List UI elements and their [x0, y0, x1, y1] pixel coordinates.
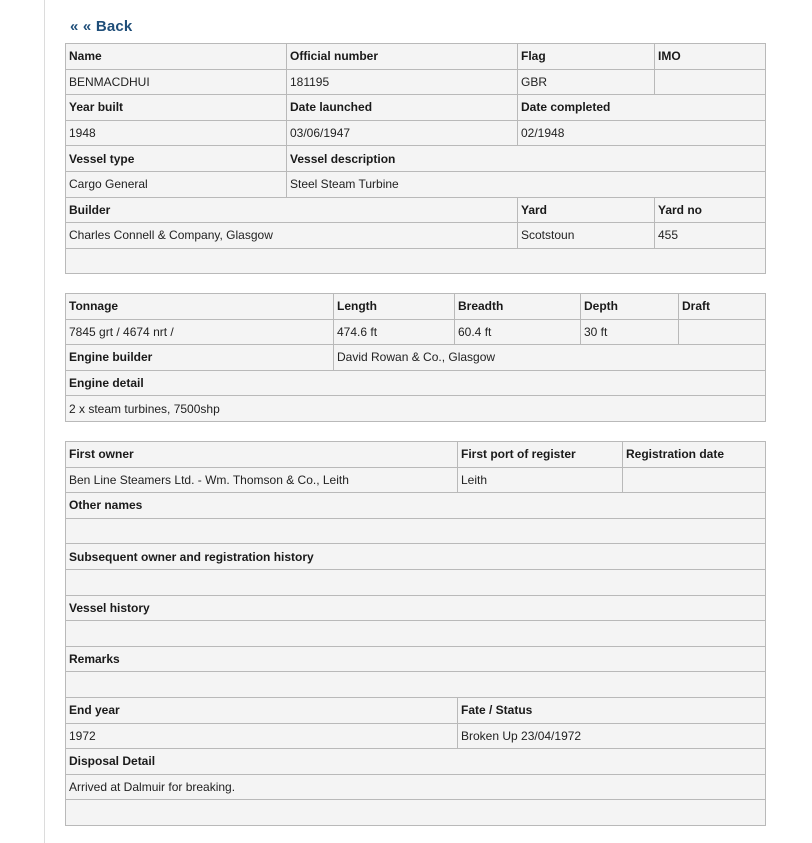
- vessel-type-label: Vessel type: [66, 146, 287, 172]
- dimensions-table: [65, 293, 766, 422]
- fate-status-label: Fate / Status: [458, 697, 766, 723]
- yard-no-label: Yard no: [655, 197, 766, 223]
- yard-no-value: 455: [655, 223, 766, 249]
- imo-value: [655, 69, 766, 95]
- flag-label: Flag: [518, 44, 655, 70]
- vessel-history-label: Vessel history: [66, 595, 766, 621]
- first-owner-label: First owner: [66, 442, 458, 468]
- date-completed-label: Date completed: [518, 95, 766, 121]
- remarks-label: Remarks: [66, 646, 766, 672]
- year-built-label: Year built: [66, 95, 287, 121]
- first-owner-value: Ben Line Steamers Ltd. - Wm. Thomson & Co., Leith: [66, 467, 458, 493]
- other-names-value: [66, 518, 766, 544]
- breadth-label: Breadth: [455, 294, 581, 320]
- date-launched-label: Date launched: [287, 95, 518, 121]
- subsequent-owner-value: [66, 569, 766, 595]
- date-completed-value: 02/1948: [518, 120, 766, 146]
- depth-label: Depth: [581, 294, 679, 320]
- builder-label: Builder: [66, 197, 518, 223]
- draft-label: Draft: [679, 294, 766, 320]
- engine-detail-label: Engine detail: [66, 370, 766, 396]
- tonnage-label: Tonnage: [66, 294, 334, 320]
- year-built-value: 1948: [66, 120, 287, 146]
- disposal-detail-value: Arrived at Dalmuir for breaking.: [66, 774, 766, 800]
- yard-value: Scotstoun: [518, 223, 655, 249]
- vessel-type-value: Cargo General: [66, 171, 287, 197]
- flag-value: GBR: [518, 69, 655, 95]
- page-left-border: [44, 0, 45, 843]
- empty-row: [66, 248, 766, 274]
- imo-label: IMO: [655, 44, 766, 70]
- engine-builder-label: Engine builder: [66, 345, 334, 371]
- engine-detail-value: 2 x steam turbines, 7500shp: [66, 396, 766, 422]
- back-link[interactable]: « « Back: [70, 18, 133, 35]
- first-port-value: Leith: [458, 467, 623, 493]
- length-label: Length: [334, 294, 455, 320]
- registration-date-label: Registration date: [623, 442, 766, 468]
- remarks-value: [66, 672, 766, 698]
- first-port-label: First port of register: [458, 442, 623, 468]
- depth-value: 30 ft: [581, 319, 679, 345]
- yard-label: Yard: [518, 197, 655, 223]
- vessel-history-value: [66, 621, 766, 647]
- date-launched-value: 03/06/1947: [287, 120, 518, 146]
- official-number-value: 181195: [287, 69, 518, 95]
- official-number-label: Official number: [287, 44, 518, 70]
- subsequent-owner-label: Subsequent owner and registration history: [66, 544, 766, 570]
- builder-value: Charles Connell & Company, Glasgow: [66, 223, 518, 249]
- disposal-detail-label: Disposal Detail: [66, 749, 766, 775]
- fate-status-value: Broken Up 23/04/1972: [458, 723, 766, 749]
- history-table: [65, 441, 766, 826]
- length-value: 474.6 ft: [334, 319, 455, 345]
- vessel-description-value: Steel Steam Turbine: [287, 171, 766, 197]
- end-year-value: 1972: [66, 723, 458, 749]
- breadth-value: 60.4 ft: [455, 319, 581, 345]
- vessel-details-table: [65, 43, 766, 274]
- other-names-label: Other names: [66, 493, 766, 519]
- end-year-label: End year: [66, 697, 458, 723]
- registration-date-value: [623, 467, 766, 493]
- name-label: Name: [66, 44, 287, 70]
- vessel-description-label: Vessel description: [287, 146, 766, 172]
- tonnage-value: 7845 grt / 4674 nrt /: [66, 319, 334, 345]
- engine-builder-value: David Rowan & Co., Glasgow: [334, 345, 766, 371]
- name-value: BENMACDHUI: [66, 69, 287, 95]
- draft-value: [679, 319, 766, 345]
- empty-row: [66, 800, 766, 826]
